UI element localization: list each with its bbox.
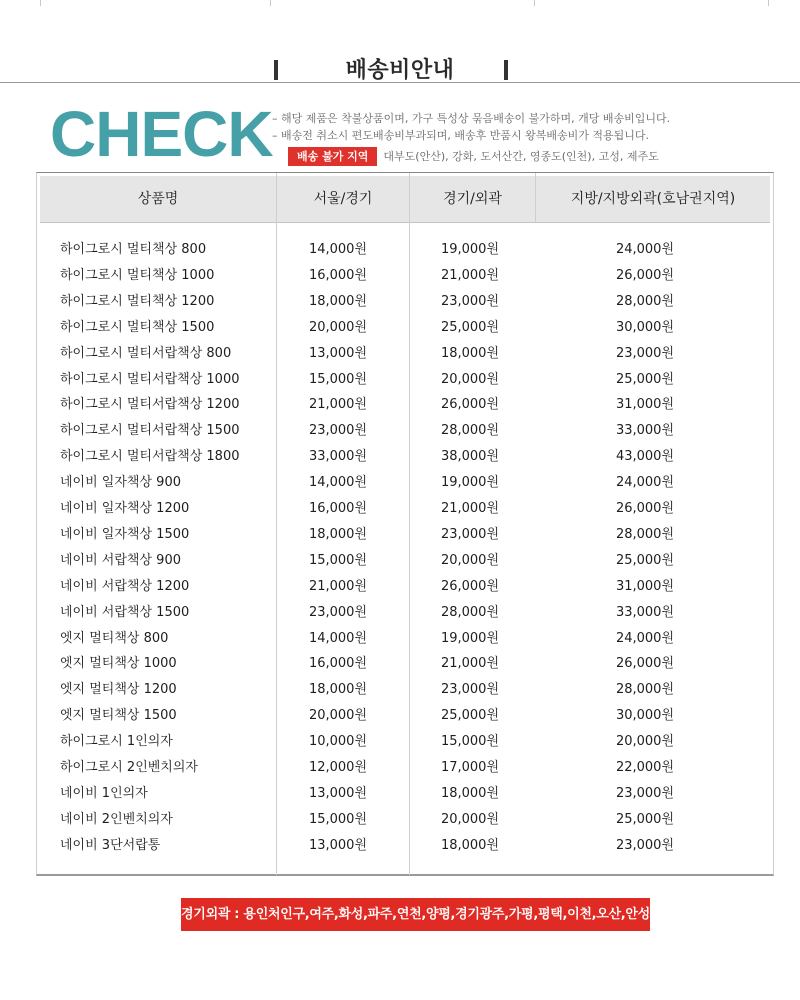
- table-row: [37, 833, 775, 859]
- price-gyeonggi-outer: 28,000원: [440, 604, 499, 620]
- price-gyeonggi-outer: 17,000원: [440, 760, 499, 775]
- price-provincial: 23,000원: [615, 785, 674, 801]
- table-row: [37, 651, 775, 677]
- column-divider: [535, 173, 536, 222]
- price-seoul-gyeonggi: 13,000원: [308, 345, 367, 361]
- header-seoul-gyeonggi: 서울/경기: [313, 191, 373, 207]
- price-gyeonggi-outer: 23,000원: [440, 293, 499, 309]
- product-name: 네이비 2인벤치의자: [60, 811, 173, 827]
- price-seoul-gyeonggi: 21,000원: [308, 578, 367, 594]
- table-row: [37, 315, 775, 341]
- price-provincial: 25,000원: [615, 371, 674, 387]
- price-provincial: 33,000원: [615, 604, 674, 620]
- top-divider-ticks: [0, 0, 800, 6]
- table-row: [37, 263, 775, 289]
- shipping-notes: [272, 110, 670, 166]
- price-gyeonggi-outer: 19,000원: [440, 475, 499, 491]
- price-gyeonggi-outer: 25,000원: [440, 708, 499, 724]
- price-provincial: 24,000원: [615, 242, 674, 257]
- product-name: 네이비 1인의자: [60, 785, 148, 801]
- note-line: – 배송전 취소시 편도배송비부과되며, 배송후 반품시 왕복배송비가 적용됩니다.: [272, 129, 649, 142]
- price-provincial: 25,000원: [615, 552, 674, 568]
- table-row: [37, 574, 775, 600]
- price-gyeonggi-outer: 21,000원: [440, 656, 499, 672]
- restricted-area-badge: 배송 불가 지역: [288, 147, 377, 166]
- product-name: 엣지 멀티책상 800: [60, 630, 169, 646]
- restricted-regions: 대부도(안산), 강화, 도서산간, 영종도(인천), 고성, 제주도: [383, 150, 659, 163]
- price-provincial: 24,000원: [615, 630, 674, 646]
- product-name: 하이그로시 멀티책상 800: [60, 242, 207, 257]
- price-provincial: 30,000원: [615, 319, 674, 335]
- price-provincial: 31,000원: [615, 578, 674, 594]
- price-seoul-gyeonggi: 13,000원: [308, 785, 367, 801]
- price-seoul-gyeonggi: 16,000원: [308, 656, 367, 672]
- price-gyeonggi-outer: 28,000원: [440, 423, 499, 439]
- price-provincial: 33,000원: [615, 423, 674, 439]
- table-row: [37, 781, 775, 807]
- product-name: 하이그로시 멀티서랍책상 1800: [60, 449, 240, 465]
- title-bar-left: [274, 60, 278, 80]
- price-seoul-gyeonggi: 18,000원: [308, 526, 367, 542]
- price-seoul-gyeonggi: 20,000원: [308, 708, 367, 724]
- table-row: [37, 418, 775, 444]
- price-gyeonggi-outer: 20,000원: [440, 371, 499, 387]
- product-name: 하이그로시 1인의자: [60, 734, 173, 750]
- price-gyeonggi-outer: 18,000원: [440, 345, 499, 361]
- price-seoul-gyeonggi: 15,000원: [308, 552, 367, 568]
- price-provincial: 24,000원: [615, 475, 674, 491]
- check-logo: CHECK: [50, 98, 273, 170]
- price-gyeonggi-outer: 20,000원: [440, 552, 499, 568]
- table-row: [37, 703, 775, 729]
- table-row: [37, 341, 775, 367]
- price-seoul-gyeonggi: 10,000원: [308, 734, 367, 750]
- table-row: [37, 237, 775, 263]
- product-name: 엣지 멀티책상 1500: [60, 708, 177, 724]
- price-seoul-gyeonggi: 33,000원: [308, 449, 367, 465]
- price-provincial: 30,000원: [615, 708, 674, 724]
- price-seoul-gyeonggi: 14,000원: [308, 475, 367, 491]
- price-provincial: 26,000원: [615, 656, 674, 672]
- table-row: [37, 392, 775, 418]
- product-name: 하이그로시 멀티서랍책상 1500: [60, 423, 240, 439]
- header-provincial: 지방/지방외곽(호남권지역): [570, 191, 736, 207]
- price-gyeonggi-outer: 25,000원: [440, 319, 499, 335]
- price-gyeonggi-outer: 18,000원: [440, 785, 499, 801]
- price-gyeonggi-outer: 23,000원: [440, 682, 499, 698]
- price-gyeonggi-outer: 19,000원: [440, 630, 499, 646]
- shipping-fee-table: [36, 172, 774, 876]
- table-row: [37, 600, 775, 626]
- price-seoul-gyeonggi: 18,000원: [308, 293, 367, 309]
- product-name: 하이그로시 멀티책상 1200: [60, 293, 215, 309]
- price-seoul-gyeonggi: 14,000원: [308, 242, 367, 257]
- price-provincial: 31,000원: [615, 397, 674, 413]
- price-provincial: 20,000원: [615, 734, 674, 750]
- price-seoul-gyeonggi: 16,000원: [308, 501, 367, 516]
- price-provincial: 28,000원: [615, 526, 674, 542]
- table-row: [37, 548, 775, 574]
- table-row: [37, 677, 775, 703]
- table-row: [37, 626, 775, 652]
- price-seoul-gyeonggi: 20,000원: [308, 319, 367, 335]
- product-name: 엣지 멀티책상 1200: [60, 682, 177, 698]
- price-gyeonggi-outer: 21,000원: [440, 501, 499, 516]
- table-row: [37, 755, 775, 781]
- product-name: 하이그로시 멀티책상 1000: [60, 267, 215, 283]
- price-gyeonggi-outer: 38,000원: [440, 449, 499, 465]
- price-seoul-gyeonggi: 23,000원: [308, 604, 367, 620]
- note-line: – 해당 제품은 착불상품이며, 가구 특성상 묶음배송이 불가하며, 개당 배송비입니다.: [272, 112, 671, 125]
- outer-gyeonggi-note: 경기외곽 : 용인처인구,여주,화성,파주,연천,양평,경기광주,가평,평택,이천,오산,안성: [181, 898, 650, 931]
- price-gyeonggi-outer: 18,000원: [440, 837, 499, 853]
- header-gyeonggi-outer: 경기/외곽: [443, 191, 502, 207]
- price-provincial: 23,000원: [615, 837, 674, 853]
- table-row: [37, 729, 775, 755]
- price-seoul-gyeonggi: 16,000원: [308, 267, 367, 283]
- price-seoul-gyeonggi: 13,000원: [308, 837, 367, 853]
- product-name: 하이그로시 멀티서랍책상 800: [60, 345, 232, 361]
- table-row: [37, 367, 775, 393]
- product-name: 하이그로시 멀티책상 1500: [60, 319, 215, 335]
- price-provincial: 43,000원: [615, 449, 674, 465]
- table-row: [37, 807, 775, 833]
- product-name: 네이비 서랍책상 900: [60, 552, 181, 568]
- header-product: 상품명: [137, 191, 179, 207]
- product-name: 네이비 일자책상 1500: [60, 526, 190, 542]
- price-gyeonggi-outer: 26,000원: [440, 578, 499, 594]
- price-seoul-gyeonggi: 12,000원: [308, 760, 367, 775]
- price-provincial: 23,000원: [615, 345, 674, 361]
- product-name: 네이비 3단서랍통: [60, 837, 161, 853]
- product-name: 네이비 서랍책상 1500: [60, 604, 190, 620]
- price-seoul-gyeonggi: 23,000원: [308, 423, 367, 439]
- table-row: [37, 470, 775, 496]
- price-seoul-gyeonggi: 18,000원: [308, 682, 367, 698]
- price-provincial: 22,000원: [615, 760, 674, 775]
- product-name: 네이비 일자책상 1200: [60, 501, 190, 516]
- price-provincial: 26,000원: [615, 267, 674, 283]
- price-provincial: 28,000원: [615, 682, 674, 698]
- table-row: [37, 444, 775, 470]
- price-gyeonggi-outer: 20,000원: [440, 811, 499, 827]
- title-bar-right: [504, 60, 508, 80]
- price-gyeonggi-outer: 15,000원: [440, 734, 499, 750]
- product-name: 네이비 서랍책상 1200: [60, 578, 190, 594]
- table-row: [37, 496, 775, 522]
- table-row: [37, 522, 775, 548]
- price-provincial: 28,000원: [615, 293, 674, 309]
- price-seoul-gyeonggi: 14,000원: [308, 630, 367, 646]
- price-seoul-gyeonggi: 15,000원: [308, 371, 367, 387]
- price-gyeonggi-outer: 26,000원: [440, 397, 499, 413]
- product-name: 하이그로시 멀티서랍책상 1200: [60, 397, 240, 413]
- table-row: [37, 289, 775, 315]
- table-header: [40, 176, 770, 223]
- product-name: 엣지 멀티책상 1000: [60, 656, 177, 672]
- price-provincial: 26,000원: [615, 501, 674, 516]
- product-name: 하이그로시 2인벤치의자: [60, 760, 198, 775]
- price-provincial: 25,000원: [615, 811, 674, 827]
- price-seoul-gyeonggi: 21,000원: [308, 397, 367, 413]
- product-name: 하이그로시 멀티서랍책상 1000: [60, 371, 240, 387]
- restricted-area-line: [272, 147, 670, 166]
- price-gyeonggi-outer: 21,000원: [440, 267, 499, 283]
- price-gyeonggi-outer: 19,000원: [440, 242, 499, 257]
- price-gyeonggi-outer: 23,000원: [440, 526, 499, 542]
- product-name: 네이비 일자책상 900: [60, 475, 181, 491]
- price-seoul-gyeonggi: 15,000원: [308, 811, 367, 827]
- section-title: 배송비안내: [345, 58, 455, 83]
